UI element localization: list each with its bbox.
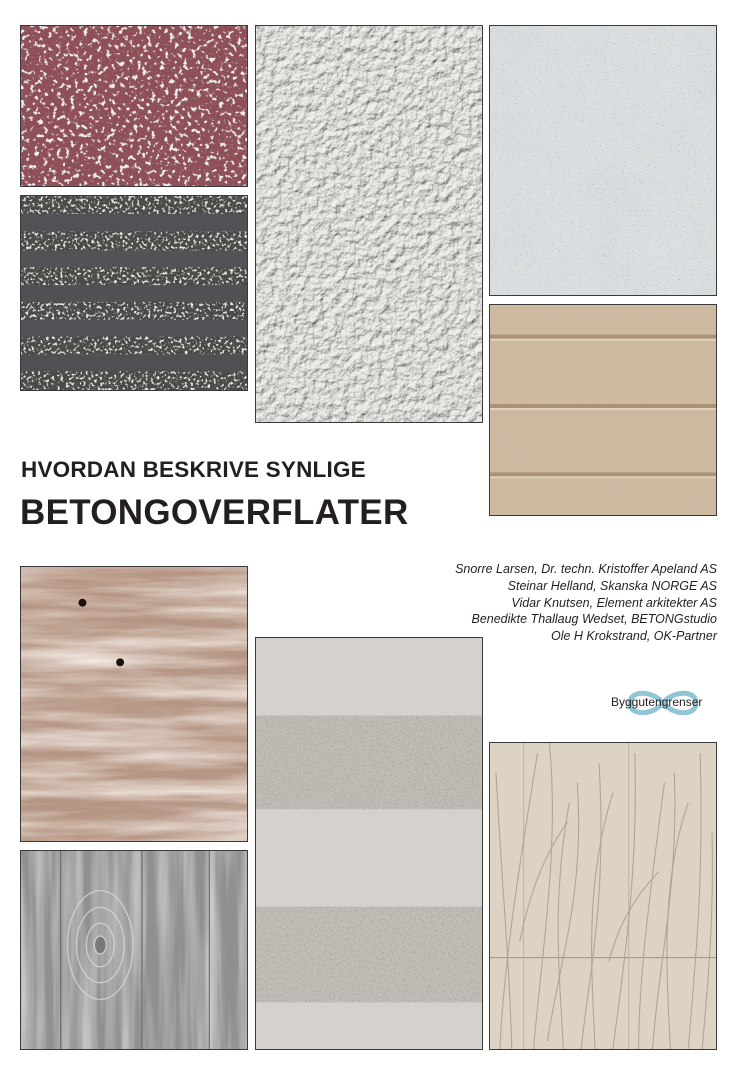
banded-concrete-image bbox=[255, 637, 483, 1050]
light-grey-concrete-image bbox=[489, 25, 717, 296]
logo-text: Byggutengrenser bbox=[611, 695, 703, 709]
author-line: Snorre Larsen, Dr. techn. Kristoffer Apeland AS bbox=[455, 562, 717, 576]
relief-patterned-concrete-image bbox=[489, 742, 717, 1050]
title-line-2: BETONGOVERFLATER bbox=[20, 493, 409, 532]
author-line: Ole H Krokstrand, OK-Partner bbox=[550, 629, 717, 644]
author-line: Steinar Helland, Skanska NORGE AS bbox=[507, 578, 717, 593]
board-formed-concrete-image bbox=[20, 850, 248, 1050]
title-line-1: HVORDAN BESKRIVE SYNLIGE bbox=[21, 457, 366, 482]
exposed-aggregate-stripes-image bbox=[20, 195, 248, 391]
author-line: Benedikte Thallaug Wedset, BETONGstudio bbox=[471, 612, 717, 627]
author-line: Vidar Knutsen, Element arkitekter AS bbox=[511, 595, 717, 610]
beige-concrete-panels-image bbox=[489, 304, 717, 516]
bush-hammered-concrete-image bbox=[255, 25, 483, 423]
red-terrazzo-concrete-image bbox=[20, 25, 248, 187]
byggutengrenser-logo bbox=[608, 686, 718, 720]
rammed-concrete-image bbox=[20, 566, 248, 842]
author-list bbox=[455, 561, 717, 645]
